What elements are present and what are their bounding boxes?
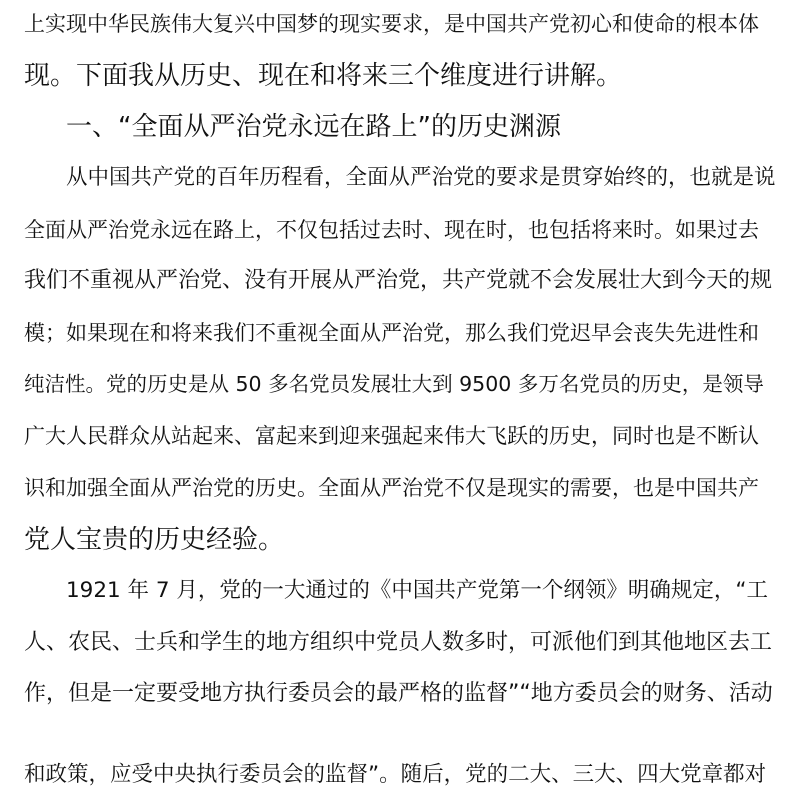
paragraph-line: 现。下面我从历史、现在和将来三个维度进行讲解。: [24, 61, 623, 91]
paragraph-line: 我们不重视从严治党、没有开展从严治党，共产党就不会发展壮大到今天的规: [24, 268, 773, 293]
paragraph-line: 党人宝贵的历史经验。: [24, 525, 285, 555]
paragraph-line: 模；如果现在和将来我们不重视全面从严治党，那么我们党迟早会丧失先进性和: [24, 321, 759, 345]
section-heading: 一、“全面从严治党永远在路上”的历史渊源: [66, 112, 561, 142]
paragraph-line: 作，但是一定要受地方执行委员会的最严格的监督”“地方委员会的财务、活动: [24, 681, 773, 706]
paragraph-line: 广大人民群众从站起来、富起来到迎来强起来伟大飞跃的历史，同时也是不断认: [24, 424, 759, 448]
paragraph-line: 全面从严治党永远在路上，不仅包括过去时、现在时，也包括将来时。如果过去: [24, 218, 759, 242]
paragraph-line: 从中国共产党的百年历程看，全面从严治党的要求是贯穿始终的，也就是说: [66, 165, 776, 190]
paragraph-line: 纯洁性。党的历史是从 50 多名党员发展壮大到 9500 多万名党员的历史，是领导: [24, 372, 764, 396]
paragraph-line: 上实现中华民族伟大复兴中国梦的现实要求，是中国共产党初心和使命的根本体: [24, 12, 759, 36]
paragraph-line: 1921 年 7 月，党的一大通过的《中国共产党第一个纲领》明确规定，“工: [66, 578, 769, 603]
paragraph-line: 和政策，应受中央执行委员会的监督”。随后，党的二大、三大、四大党章都对: [24, 762, 767, 787]
paragraph-line: 识和加强全面从严治党的历史。全面从严治党不仅是现实的需要，也是中国共产: [24, 476, 759, 500]
paragraph-line: 人、农民、士兵和学生的地方组织中党员人数多时，可派他们到其他地区去工: [24, 630, 773, 655]
